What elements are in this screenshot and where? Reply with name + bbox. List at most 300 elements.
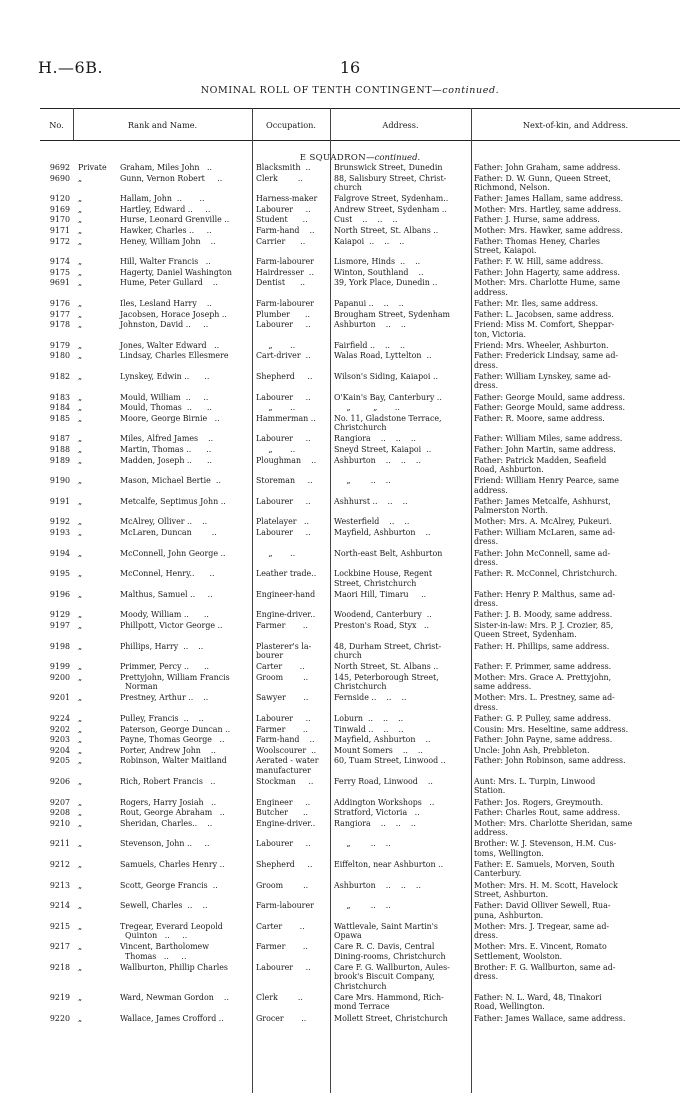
entry-occupation: Farm-labourer xyxy=(256,299,314,308)
entry-rank: „ xyxy=(78,496,83,506)
entry-name: Gunn, Vernon Robert .. xyxy=(120,173,223,183)
entry-next-of-kin: Mother: Mrs. E. Vincent, Romato Settlement, Woolston. xyxy=(474,942,607,961)
entry-occupation: „ .. xyxy=(256,403,296,413)
entry-address: Ferry Road, Linwood .. xyxy=(334,777,433,786)
entry-next-of-kin: Friend: Mrs. Wheeler, Ashburton. xyxy=(474,340,609,350)
entry-next-of-kin: Father: L. Jacobsen, same address. xyxy=(474,309,614,319)
entry-next-of-kin: Father: Mr. Iles, same address. xyxy=(474,299,599,308)
entry-address: Preston's Road, Styx .. xyxy=(334,621,430,630)
entry-rank: „ xyxy=(78,351,83,361)
entry-next-of-kin: Father: Patrick Madden, Seafield Road, Ashburton. xyxy=(474,455,607,474)
entry-number: 9214 xyxy=(49,901,70,911)
entry-name: Hawker, Charles .. .. xyxy=(120,226,212,235)
entry-address: North Street, St. Albans .. xyxy=(334,226,439,235)
entry-rank: „ xyxy=(78,745,83,755)
page-number: 16 xyxy=(339,58,361,77)
entry-name: McConnel, Henry.. .. xyxy=(120,569,215,579)
entry-name: Wallburton, Phillip Charles xyxy=(120,963,228,972)
entry-rank: „ xyxy=(78,589,83,599)
entry-next-of-kin: Father: John Payne, same address. xyxy=(474,735,613,745)
entry-next-of-kin: Father: F. Primmer, same address. xyxy=(474,662,612,672)
entry-number: 9202 xyxy=(49,724,70,734)
entry-number: 9217 xyxy=(49,942,70,952)
entry-occupation: Labourer .. xyxy=(256,392,311,402)
entry-rank: „ xyxy=(78,942,83,952)
entry-rank: „ xyxy=(78,641,83,651)
entry-address: Papanui .. .. .. xyxy=(334,299,404,308)
entry-address: Sneyd Street, Kaiapoi .. xyxy=(334,445,432,454)
entry-next-of-kin: Mother: Mrs. A. McAlrey, Pukeuri. xyxy=(474,517,612,527)
entry-name: Miles, Alfred James .. xyxy=(120,434,214,444)
entry-address: Addington Workshops .. xyxy=(334,797,435,807)
entry-address: O'Kain's Bay, Canterbury .. xyxy=(334,392,442,402)
entry-name: Prestney, Arthur .. .. xyxy=(120,693,209,703)
entry-occupation: Farmer .. xyxy=(256,724,308,734)
entry-occupation: Farmer .. xyxy=(256,942,308,952)
entry-number: 9197 xyxy=(49,621,70,630)
entry-occupation: Stockman .. xyxy=(256,777,314,786)
entry-occupation: Ploughman .. xyxy=(256,455,317,465)
entry-occupation: Engine-driver.. xyxy=(256,818,316,828)
entry-name: Jacobsen, Horace Joseph .. xyxy=(120,309,227,319)
entry-number: 9692 xyxy=(49,163,70,172)
entry-name: McConnell, John George .. xyxy=(120,548,226,558)
entry-address: 48, Durham Street, Christ- church xyxy=(334,641,442,660)
entry-next-of-kin: Aunt: Mrs. L. Turpin, Linwood Station. xyxy=(474,777,596,796)
entry-occupation: Carter .. xyxy=(256,662,305,672)
entry-next-of-kin: Mother: Mrs. Grace A. Prettyjohn, same address. xyxy=(474,672,612,692)
entry-next-of-kin: Father: William Lynskey, same ad- dress. xyxy=(474,372,611,391)
entry-next-of-kin: Mother: Mrs. J. Tregear, same ad- dress. xyxy=(474,921,610,941)
entry-name: Hallam, John .. .. xyxy=(120,194,205,204)
entry-occupation: Leather trade.. xyxy=(256,569,317,579)
entry-address: No. 11, Gladstone Terrace, Christchurch xyxy=(334,413,442,433)
entry-rank: „ xyxy=(78,236,83,246)
entry-rank: „ xyxy=(78,392,83,402)
entry-occupation: Dentist .. xyxy=(256,278,306,288)
entry-number: 9213 xyxy=(49,880,70,890)
entry-occupation: Shepherd .. xyxy=(256,372,313,381)
entry-next-of-kin: Father: Frederick Lindsay, same ad- dress. xyxy=(474,351,619,370)
entry-address: 88, Salisbury Street, Christ- church xyxy=(334,173,447,192)
entry-number: 9224 xyxy=(49,714,70,723)
entry-number: 9188 xyxy=(49,445,70,454)
entry-next-of-kin: Father: John Hagerty, same address. xyxy=(474,267,621,277)
entry-occupation: Carrier .. xyxy=(256,236,306,246)
entry-name: Martin, Thomas .. .. xyxy=(120,445,212,454)
entry-occupation: Hammerman .. xyxy=(256,413,316,423)
entry-name: McAlrey, Olliver .. .. xyxy=(120,517,208,527)
entry-address: Mayfield, Ashburton .. xyxy=(334,735,431,745)
entry-next-of-kin: Father: John McConnell, same ad- dress. xyxy=(474,548,611,567)
entry-occupation: Clerk .. xyxy=(256,173,303,183)
entry-rank: „ xyxy=(78,735,83,745)
entry-address: Brunswick Street, Dunedin xyxy=(334,163,443,172)
entry-rank: „ xyxy=(78,818,83,828)
entry-occupation: Cart-driver .. xyxy=(256,351,311,361)
entry-number: 9207 xyxy=(49,797,70,807)
entry-occupation: Engineer-hand xyxy=(256,589,316,599)
entry-name: Malthus, Samuel .. .. xyxy=(120,589,213,599)
entry-next-of-kin: Father: R. Moore, same address. xyxy=(474,413,605,423)
entry-next-of-kin: Father: Jos. Rogers, Greymouth. xyxy=(474,797,604,807)
entry-rank: „ xyxy=(78,610,83,620)
entry-address: Care R. C. Davis, Central Dining-rooms, Christchurch xyxy=(334,942,446,961)
entry-number: 9198 xyxy=(49,641,70,651)
entry-name: Hagerty, Daniel Washington xyxy=(120,267,232,277)
entry-address: „ .. .. xyxy=(334,839,391,849)
entry-address: Wilson's Siding, Kaiapoi .. xyxy=(334,372,438,381)
entry-name: Hume, Peter Gullard .. xyxy=(120,278,218,288)
entry-occupation: Labourer .. xyxy=(256,963,311,972)
entry-name: Rogers, Harry Josiah .. xyxy=(120,797,217,807)
entry-occupation: Groom .. xyxy=(256,880,309,890)
column-header-address: Address. xyxy=(382,120,419,130)
entry-occupation: Labourer .. xyxy=(256,434,311,444)
entry-next-of-kin: Father: J. B. Moody, same address. xyxy=(474,610,613,620)
entry-name: Iles, Lesland Harry .. xyxy=(120,299,212,308)
entry-occupation: Shepherd .. xyxy=(256,860,313,869)
column-header-occupation: Occupation. xyxy=(266,120,316,130)
entry-address: Ashhurst .. .. .. xyxy=(334,496,408,506)
entry-rank: „ xyxy=(78,621,83,630)
entry-occupation: Hairdresser .. xyxy=(256,267,314,277)
entry-number: 9174 xyxy=(49,257,70,267)
entry-number: 9219 xyxy=(49,993,70,1002)
entry-next-of-kin: Father: William McLaren, same ad- dress. xyxy=(474,528,616,547)
entry-number: 9218 xyxy=(49,963,70,972)
entry-occupation: Labourer .. xyxy=(256,320,311,330)
entry-name: Metcalfe, Septimus John .. xyxy=(120,496,226,506)
document-reference: H.—6B. xyxy=(38,58,104,77)
entry-name: Madden, Joseph .. .. xyxy=(120,455,213,465)
entry-address: Ashburton .. .. .. xyxy=(334,880,421,890)
entry-rank: „ xyxy=(78,476,83,486)
entry-number: 9204 xyxy=(49,745,70,755)
entry-address: Mollett Street, Christchurch xyxy=(334,1013,448,1023)
entry-occupation: Engineer .. xyxy=(256,797,311,807)
entry-occupation: Storeman .. xyxy=(256,476,313,486)
entry-number: 9183 xyxy=(49,392,70,402)
entry-number: 9199 xyxy=(49,662,70,672)
entry-address: Mount Somers .. .. xyxy=(334,745,423,755)
entry-address: Stratford, Victoria .. xyxy=(334,808,420,818)
entry-occupation: Plumber .. xyxy=(256,309,310,319)
entry-rank: „ xyxy=(78,880,83,890)
entry-name: Heney, William John .. xyxy=(120,236,216,246)
entry-next-of-kin: Father: George Mould, same address. xyxy=(474,392,626,402)
entry-rank: „ xyxy=(78,434,83,444)
entry-rank: „ xyxy=(78,860,83,869)
entry-rank: „ xyxy=(78,257,83,267)
entry-address: Ashburton .. .. .. xyxy=(334,455,421,465)
entry-occupation: Farm-hand .. xyxy=(256,735,315,745)
entry-name: Lynskey, Edwin .. .. xyxy=(120,372,210,381)
entry-next-of-kin: Father: James Metcalfe, Ashhurst, Palmerston North. xyxy=(474,496,611,516)
entry-name: Primmer, Percy .. .. xyxy=(120,662,210,672)
entry-number: 9200 xyxy=(49,672,70,682)
entry-number: 9189 xyxy=(49,455,70,465)
entry-address: Eiffelton, near Ashburton .. xyxy=(334,860,444,869)
entry-occupation: Labourer .. xyxy=(256,839,311,849)
entry-occupation: Plasterer's la- bourer xyxy=(256,641,312,660)
entry-name: Rout, George Abraham .. xyxy=(120,808,225,818)
page-title: NOMINAL ROLL OF TENTH CONTINGENT—continued. xyxy=(200,85,500,96)
entry-rank: „ xyxy=(78,413,83,423)
entry-name: Johnston, David .. .. xyxy=(120,320,209,330)
entry-occupation: Labourer .. xyxy=(256,714,311,723)
entry-address: Loburn .. .. .. xyxy=(334,714,404,723)
entry-number: 9170 xyxy=(49,215,70,225)
entry-next-of-kin: Father: H. Phillips, same address. xyxy=(474,641,610,651)
entry-rank: „ xyxy=(78,320,83,330)
entry-address: Lismore, Hinds .. .. xyxy=(334,257,421,267)
entry-next-of-kin: Mother: Mrs. L. Prestney, same ad- dress. xyxy=(474,693,615,712)
entry-rank: „ xyxy=(78,226,83,235)
entry-number: 9192 xyxy=(49,517,70,527)
entry-name: Robinson, Walter Maitland xyxy=(120,756,227,766)
entry-name: Phillips, Harry .. .. xyxy=(120,641,204,651)
entry-next-of-kin: Father: James Wallace, same address. xyxy=(474,1013,626,1023)
entry-next-of-kin: Brother: F. G. Wallburton, same ad- dress. xyxy=(474,963,616,982)
entry-rank: „ xyxy=(78,724,83,734)
entry-rank: „ xyxy=(78,278,83,288)
entry-name: McLaren, Duncan .. xyxy=(120,528,217,537)
entry-next-of-kin: Brother: W. J. Stevenson, H.M. Cus- toms, Wellington. xyxy=(474,839,617,858)
entry-occupation: Carter .. xyxy=(256,921,305,931)
entry-name: Payne, Thomas George .. xyxy=(120,735,225,745)
entry-number: 9203 xyxy=(49,735,70,745)
entry-number: 9210 xyxy=(49,818,70,828)
entry-number: 9176 xyxy=(49,299,70,308)
entry-address: Maori Hill, Timaru .. xyxy=(334,589,427,599)
entry-number: 9172 xyxy=(49,236,70,246)
entry-address: Fernside .. .. .. xyxy=(334,693,407,703)
entry-occupation: Butcher .. xyxy=(256,808,309,818)
entry-occupation: Student .. xyxy=(256,215,308,225)
entry-occupation: „ .. xyxy=(256,445,296,454)
entry-address: Winton, Southland .. xyxy=(334,267,424,277)
entry-next-of-kin: Father: G. P. Pulley, same address. xyxy=(474,714,612,723)
entry-next-of-kin: Father: E. Samuels, Morven, South Canterbury. xyxy=(474,860,615,879)
entry-rank: „ xyxy=(78,267,83,277)
entry-address: 145, Peterborough Street, Christchurch xyxy=(334,672,439,692)
section-heading: E SQUADRON—continued. xyxy=(299,153,421,163)
entry-name: Tregear, Everard Leopold Quinton .. .. xyxy=(120,921,223,941)
entry-address: „ „ .. xyxy=(334,403,400,413)
entry-rank: „ xyxy=(78,445,83,454)
entry-occupation: Woolscourer .. xyxy=(256,745,317,755)
entry-occupation: Farmer .. xyxy=(256,621,308,630)
entry-address: Kaiapoi .. .. .. xyxy=(334,236,405,246)
entry-next-of-kin: Father: Charles Rout, same address. xyxy=(474,808,621,818)
entry-address: Wattlevale, Saint Martin's Opawa xyxy=(334,921,438,941)
entry-name: Jones, Walter Edward .. xyxy=(120,340,220,350)
entry-rank: Private xyxy=(78,163,107,172)
entry-occupation: Groom .. xyxy=(256,672,309,682)
entry-rank: „ xyxy=(78,340,83,350)
entry-name: Prettyjohn, William Francis Norman xyxy=(120,672,230,692)
entry-address: Falgrove Street, Sydenham.. xyxy=(334,194,449,204)
entry-occupation: Farm-hand .. xyxy=(256,226,315,235)
entry-number: 9196 xyxy=(49,589,70,599)
column-header-no: No. xyxy=(49,120,64,130)
entry-address: Brougham Street, Sydenham xyxy=(334,309,451,319)
entry-next-of-kin: Father: John Robinson, same address. xyxy=(474,756,626,766)
entry-number: 9208 xyxy=(49,808,70,818)
entry-next-of-kin: Father: James Hallam, same address. xyxy=(474,194,624,204)
entry-number: 9178 xyxy=(49,320,70,330)
entry-number: 9177 xyxy=(49,309,70,319)
entry-occupation: Sawyer .. xyxy=(256,693,309,703)
entry-name: Moore, George Birnie .. xyxy=(120,413,220,423)
entry-address: 39, York Place, Dunedin .. xyxy=(334,278,438,288)
entry-number: 9187 xyxy=(49,434,70,444)
entry-address: Andrew Street, Sydenham .. xyxy=(334,204,447,214)
entry-rank: „ xyxy=(78,173,83,183)
entry-rank: „ xyxy=(78,808,83,818)
entry-number: 9185 xyxy=(49,413,70,423)
entry-name: Mould, Thomas .. .. xyxy=(120,403,212,413)
entry-number: 9205 xyxy=(49,756,70,766)
entry-occupation: Harness-maker xyxy=(256,194,318,204)
entry-address: Care Mrs. Hammond, Rich- mond Terrace xyxy=(334,993,444,1012)
entry-next-of-kin: Father: J. Hurse, same address. xyxy=(474,215,600,225)
entry-name: Porter, Andrew John .. xyxy=(120,745,216,755)
entry-rank: „ xyxy=(78,299,83,308)
entry-next-of-kin: Sister-in-law: Mrs. P. J. Crozier, 85, Queen Street, Sydenham. xyxy=(474,621,614,640)
entry-rank: „ xyxy=(78,569,83,579)
entry-next-of-kin: Father: David Olliver Sewell, Rua- puna, Ashburton. xyxy=(474,901,611,920)
entry-address: Rangiora .. .. .. xyxy=(334,818,416,828)
entry-number: 9171 xyxy=(49,226,70,235)
entry-name: Phillpott, Victor George .. xyxy=(120,621,223,630)
entry-name: Scott, George Francis .. xyxy=(120,880,218,890)
entry-rank: „ xyxy=(78,921,83,931)
entry-number: 9690 xyxy=(49,173,70,183)
entry-next-of-kin: Friend: Miss M. Comfort, Sheppar- ton, Victoria. xyxy=(474,320,615,339)
entry-occupation: Grocer .. xyxy=(256,1013,307,1023)
entry-occupation: Clerk .. xyxy=(256,993,303,1002)
entry-address: Lockbine House, Regent Street, Christchurch xyxy=(334,569,433,588)
entry-rank: „ xyxy=(78,693,83,703)
entry-name: Ward, Newman Gordon .. xyxy=(120,993,229,1002)
entry-rank: „ xyxy=(78,517,83,527)
entry-number: 9191 xyxy=(49,496,70,506)
entry-address: Care F. G. Wallburton, Aules- brook's Biscuit Company, Christchurch xyxy=(334,963,450,991)
entry-name: Graham, Miles John .. xyxy=(120,163,213,172)
entry-number: 9195 xyxy=(49,569,70,579)
entry-address: Ashburton .. .. xyxy=(334,320,406,330)
entry-number: 9201 xyxy=(49,693,70,703)
entry-number: 9182 xyxy=(49,372,70,381)
entry-name: Paterson, George Duncan .. xyxy=(120,724,231,734)
entry-next-of-kin: Father: John Martin, same address. xyxy=(474,445,616,454)
entry-number: 9212 xyxy=(49,860,70,869)
entry-next-of-kin: Father: William Miles, same address. xyxy=(474,434,623,444)
entry-next-of-kin: Uncle: John Ash, Prebbleton. xyxy=(474,745,590,755)
entry-rank: „ xyxy=(78,672,83,682)
entry-occupation: „ .. xyxy=(256,340,296,350)
entry-address: Mayfield, Ashburton .. xyxy=(334,528,431,537)
entry-occupation: Labourer .. xyxy=(256,204,311,214)
entry-address: North-east Belt, Ashburton xyxy=(334,548,443,558)
entry-number: 9206 xyxy=(49,777,70,786)
entry-rank: „ xyxy=(78,372,83,381)
entry-rank: „ xyxy=(78,455,83,465)
column-header-rank-name: Rank and Name. xyxy=(127,120,198,130)
entry-next-of-kin: Cousin: Mrs. Heseltine, same address. xyxy=(474,724,629,734)
entry-address: „ .. .. xyxy=(334,901,391,911)
entry-name: Mason, Michael Bertie .. xyxy=(120,476,221,486)
entry-name: Moody, William .. .. xyxy=(120,610,209,620)
entry-number: 9184 xyxy=(49,403,70,413)
entry-next-of-kin: Mother: Mrs. Charlotte Sheridan, same address. xyxy=(474,818,633,838)
entry-rank: „ xyxy=(78,403,83,413)
entry-number: 9211 xyxy=(49,839,70,849)
entry-number: 9120 xyxy=(49,194,70,204)
entry-next-of-kin: Father: D. W. Gunn, Queen Street, Richmond, Nelson. xyxy=(474,173,611,192)
entry-occupation: Blacksmith .. xyxy=(256,163,311,172)
entry-number: 9129 xyxy=(49,610,70,620)
entry-address: Rangiora .. .. .. xyxy=(334,434,416,444)
entry-rank: „ xyxy=(78,548,83,558)
entry-number: 9169 xyxy=(49,204,70,214)
entry-rank: „ xyxy=(78,797,83,807)
entry-rank: „ xyxy=(78,194,83,204)
entry-rank: „ xyxy=(78,777,83,786)
entry-rank: „ xyxy=(78,839,83,849)
entry-next-of-kin: Mother: Mrs. Hawker, same address. xyxy=(474,226,623,235)
entry-number: 9193 xyxy=(49,528,70,537)
entry-number: 9215 xyxy=(49,921,70,931)
entry-next-of-kin: Father: N. L. Ward, 48, Tinakori Road, Wellington. xyxy=(474,993,602,1012)
entry-rank: „ xyxy=(78,901,83,911)
entry-occupation: Labourer .. xyxy=(256,496,311,506)
entry-name: Rich, Robert Francis .. xyxy=(120,777,216,786)
entry-number: 9190 xyxy=(49,476,70,486)
entry-name: Sheridan, Charles.. .. xyxy=(120,818,213,828)
entry-rank: „ xyxy=(78,204,83,214)
entry-next-of-kin: Father: F. W. Hill, same address. xyxy=(474,257,604,267)
entry-next-of-kin: Mother: Mrs. Charlotte Hume, same address. xyxy=(474,278,621,297)
entry-occupation: Farm-labourer xyxy=(256,257,314,267)
entry-address: „ .. .. xyxy=(334,476,391,486)
entry-name: Hurse, Leonard Grenville .. xyxy=(120,215,230,225)
entry-rank: „ xyxy=(78,1013,83,1023)
entry-name: Stevenson, John .. .. xyxy=(120,839,210,849)
entry-next-of-kin: Father: Henry P. Malthus, same ad- dress. xyxy=(474,589,616,609)
entry-next-of-kin: Father: John Graham, same address. xyxy=(474,163,621,172)
entry-address: Woodend, Canterbury .. xyxy=(334,610,432,620)
entry-number: 9180 xyxy=(49,351,70,361)
entry-rank: „ xyxy=(78,756,83,766)
entry-rank: „ xyxy=(78,963,83,972)
entry-next-of-kin: Father: Thomas Heney, Charles Street, Kaiapoi. xyxy=(474,236,600,255)
entry-rank: „ xyxy=(78,714,83,723)
entry-name: Mould, William .. .. xyxy=(120,392,209,402)
entry-rank: „ xyxy=(78,309,83,319)
entry-number: 9194 xyxy=(49,548,70,558)
entry-address: Westerfield .. .. xyxy=(334,517,410,527)
entry-number: 9179 xyxy=(49,340,70,350)
entry-name: Sewell, Charles .. .. xyxy=(120,901,208,911)
entry-rank: „ xyxy=(78,215,83,225)
entry-occupation: Aerated - water manufacturer xyxy=(256,756,319,775)
entry-number: 9220 xyxy=(49,1013,70,1023)
entry-name: Pulley, Francis .. .. xyxy=(120,714,204,723)
entry-address: North Street, St. Albans .. xyxy=(334,662,439,672)
